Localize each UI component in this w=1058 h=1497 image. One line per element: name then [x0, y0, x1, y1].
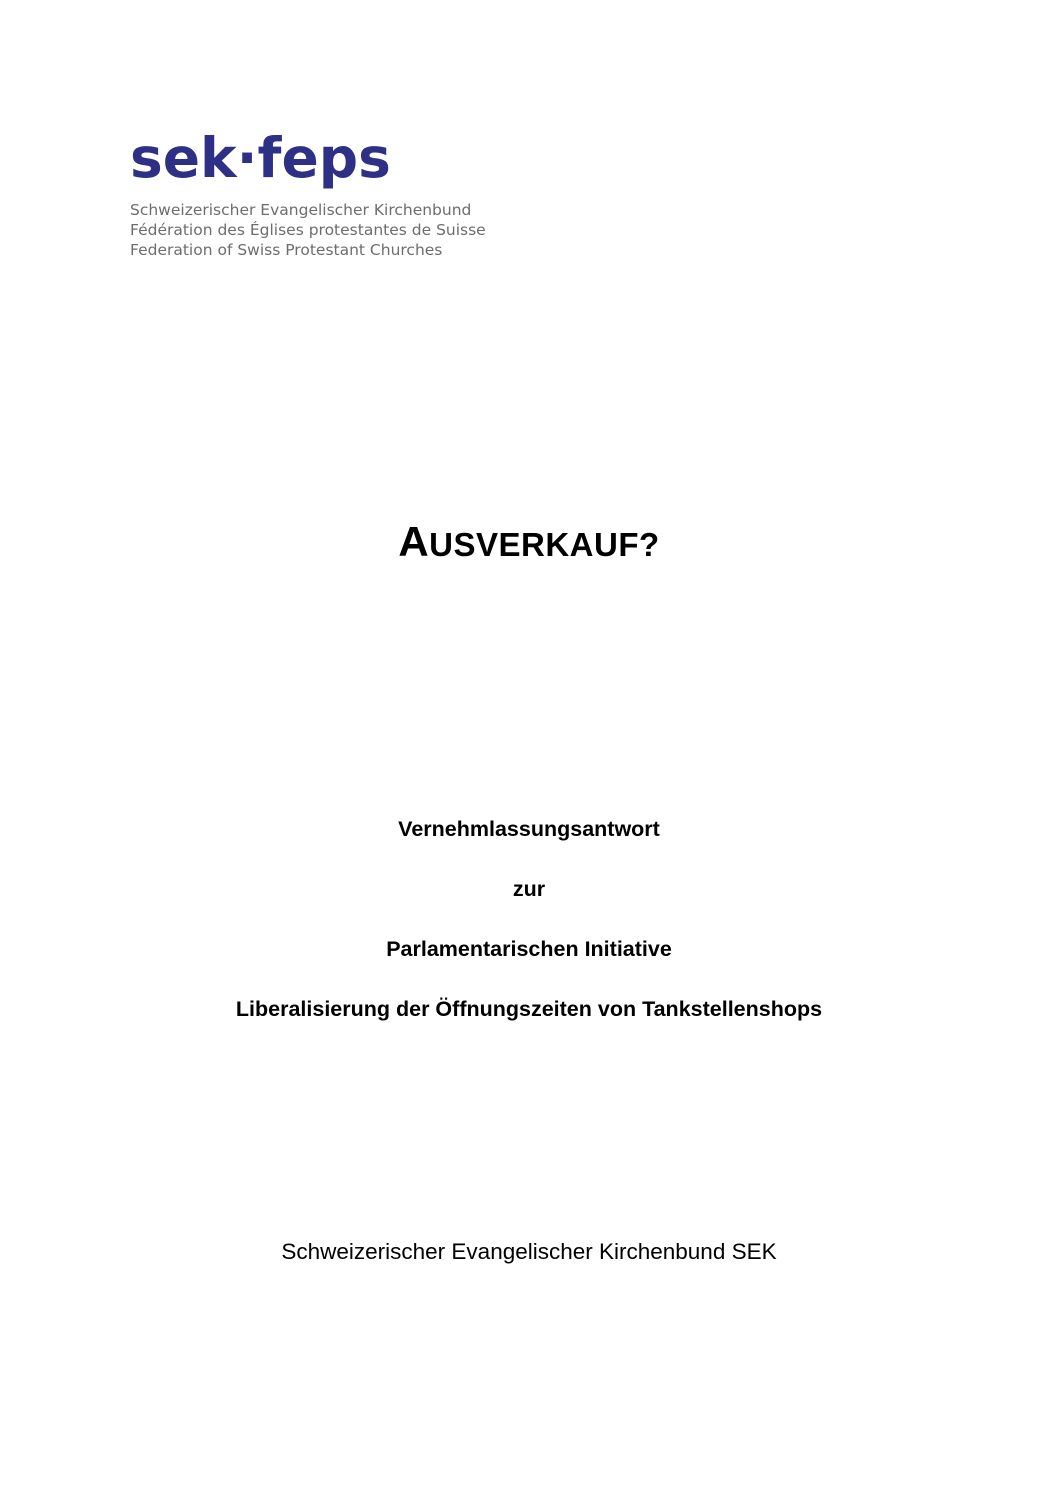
logo-wordmark: [130, 128, 550, 188]
logo-subtitle-group: [130, 200, 550, 260]
title-rest: USVERKAUF?: [429, 526, 660, 563]
subtitle-line-1: Vernehmlassungsantwort: [398, 817, 660, 841]
document-author: Schweizerischer Evangelischer Kirchenbund SEK: [281, 1239, 777, 1264]
subtitle-line-3: Parlamentarischen Initiative: [386, 937, 672, 961]
logo-wordmark-feps: feps: [257, 126, 391, 190]
logo-wordmark-dot: ·: [236, 126, 258, 190]
subtitle-line-2: zur: [512, 877, 546, 901]
logo-wordmark-sek: sek: [130, 126, 237, 190]
logo-line-german: Schweizerischer Evangelischer Kirchenbund: [130, 201, 472, 219]
organization-logo: [130, 128, 550, 260]
title-first-letter: A: [398, 518, 430, 565]
document-title: [0, 518, 1058, 566]
document-subtitle: [0, 816, 1058, 1056]
logo-line-french: Fédération des Églises protestantes de Suisse: [130, 221, 486, 239]
subtitle-line-4: Liberalisierung der Öffnungszeiten von Tankstellenshops: [235, 997, 823, 1021]
logo-line-english: Federation of Swiss Protestant Churches: [130, 241, 443, 259]
